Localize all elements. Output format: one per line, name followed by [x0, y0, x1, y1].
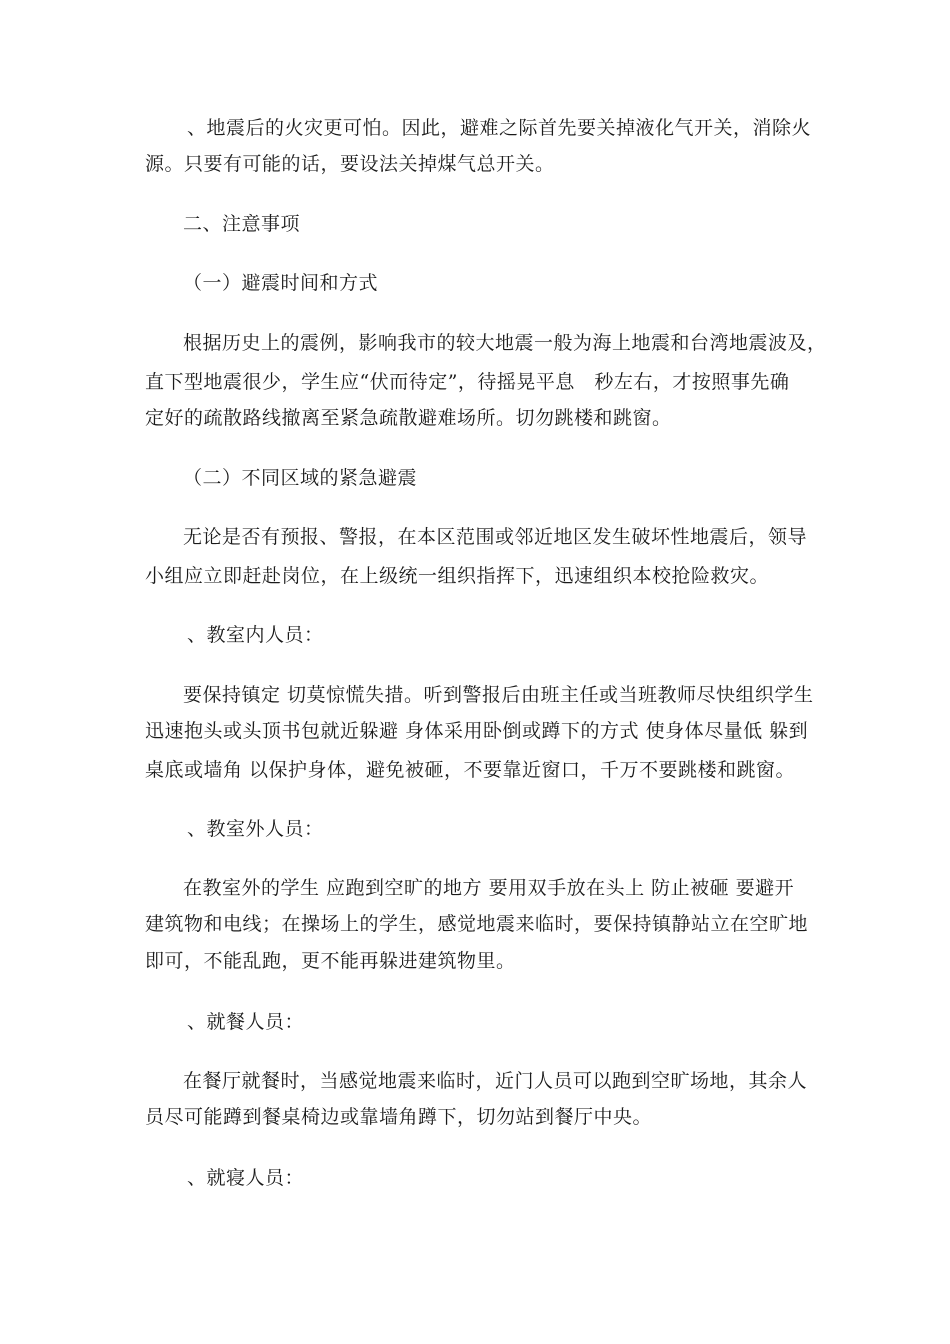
item-heading-dining: 、就餐人员：	[187, 1011, 305, 1033]
paragraph-leadership-line-1: 无论是否有预报、警报，在本区范围或邻近地区发生破坏性地震后，领导	[183, 526, 808, 548]
paragraph-dining-line-2: 员尽可能蹲到餐桌椅边或靠墙角蹲下，切勿站到餐厅中央。	[145, 1106, 653, 1128]
item-heading-classroom-outside: 、教室外人员：	[187, 818, 324, 840]
paragraph-dining-line-1: 在餐厅就餐时，当感觉地震来临时，近门人员可以跑到空旷场地，其余人	[183, 1070, 808, 1092]
paragraph-classroom-inside-line-2: 迅速抱头或头顶书包就近躲避 身体采用卧倒或蹲下的方式 使身体尽量低 躲到	[145, 720, 809, 742]
item-heading-classroom-inside: 、教室内人员：	[187, 624, 324, 646]
subsection-heading-timing: （一）避震时间和方式	[183, 272, 379, 294]
paragraph-history-line-2: 直下型地震很少，学生应“伏而待定”，待摇晃平息 秒左右，才按照事先确	[145, 371, 790, 393]
item-heading-sleeping: 、就寝人员：	[187, 1167, 305, 1189]
section-heading-precautions: 二、注意事项	[183, 213, 301, 235]
paragraph-classroom-inside-line-1: 要保持镇定 切莫惊慌失措。听到警报后由班主任或当班教师尽快组织学生	[183, 684, 814, 706]
paragraph-classroom-outside-line-3: 即可，不能乱跑，更不能再躲进建筑物里。	[145, 950, 516, 972]
paragraph-classroom-outside-line-1: 在教室外的学生 应跑到空旷的地方 要用双手放在头上 防止被砸 要避开	[183, 877, 795, 899]
subsection-heading-areas: （二）不同区域的紧急避震	[183, 467, 418, 489]
paragraph-fire-hazard-line-1: 、地震后的火灾更可怕。因此，避难之际首先要关掉液化气开关，消除火	[187, 117, 812, 139]
paragraph-history-line-1: 根据历史上的震例，影响我市的较大地震一般为海上地震和台湾地震波及，	[183, 332, 827, 354]
paragraph-leadership-line-2: 小组应立即赶赴岗位，在上级统一组织指挥下，迅速组织本校抢险救灾。	[145, 565, 770, 587]
paragraph-classroom-inside-line-3: 桌底或墙角 以保护身体，避免被砸，不要靠近窗口，千万不要跳楼和跳窗。	[145, 759, 796, 781]
paragraph-classroom-outside-line-2: 建筑物和电线；在操场上的学生，感觉地震来临时，要保持镇静站立在空旷地	[145, 913, 809, 935]
paragraph-history-line-3: 定好的疏散路线撤离至紧急疏散避难场所。切勿跳楼和跳窗。	[145, 407, 672, 429]
paragraph-fire-hazard-line-2: 源。只要有可能的话，要设法关掉煤气总开关。	[145, 153, 555, 175]
